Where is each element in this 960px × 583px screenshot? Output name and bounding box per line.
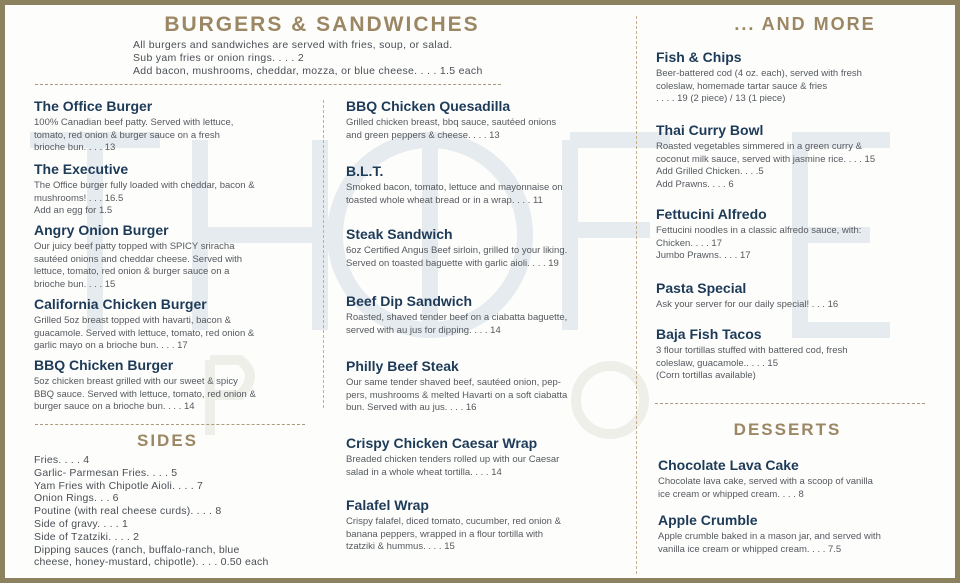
menu-item-name: Apple Crumble [658, 512, 758, 528]
description-line: banana peppers, wrapped in a flour tortilla with [346, 528, 543, 540]
description-line: 100% Canadian beef patty. Served with lettuce, [34, 117, 234, 128]
menu-item-name: The Executive [34, 161, 129, 177]
description-line: mushrooms! . . . 16.5 [34, 192, 124, 204]
menu-item [656, 206, 941, 263]
description-line: Breaded chicken tenders rolled up with our Caesar [346, 454, 560, 465]
menu-item [658, 512, 943, 556]
description-line: guacamole. Served with lettuce, tomato, red onion & [34, 327, 255, 339]
description-line: Served on toasted baguette with garlic aioli. . . . 19 [346, 257, 559, 269]
description-line: tzatziki & hummus. . . . 15 [346, 541, 455, 553]
menu-item-description [34, 180, 319, 218]
menu-item [34, 222, 319, 291]
description-line: Roasted vegetables simmered in a green curry & [656, 141, 862, 152]
menu-item-name: Crispy Chicken Caesar Wrap [346, 435, 538, 451]
description-line: sautéed onions and cheddar cheese. Served with [34, 253, 243, 265]
side-item: Side of gravy. . . . 1 [34, 517, 129, 530]
side-item: Poutine (with real cheese curds). . . . 8 [34, 505, 222, 518]
menu-item [656, 280, 941, 312]
side-item: Garlic- Parmesan Fries. . . . 5 [34, 466, 178, 479]
description-line: Smoked bacon, tomato, lettuce and mayonnaise on [346, 182, 563, 193]
description-line: BBQ sauce. Served with lettuce, tomato, red onion & [34, 388, 256, 400]
menu-item-description [346, 377, 631, 415]
menu-item-description [34, 315, 319, 353]
menu-item [34, 161, 319, 218]
divider [655, 403, 925, 404]
menu-item-name: The Office Burger [34, 98, 153, 114]
description-line: Roasted, shaved tender beef on a ciabatta baguette, [346, 312, 568, 323]
sides-list [34, 454, 269, 569]
description-line: Our juicy beef patty topped with SPICY sriracha [34, 241, 235, 252]
menu-item [346, 435, 631, 479]
description-line: Apple crumble baked in a mason jar, and served with [658, 531, 881, 542]
menu-item [34, 357, 319, 414]
menu-item-description [656, 68, 941, 106]
description-line: pers, mushrooms & melted Havarti on a soft ciabatta [346, 389, 568, 401]
menu-item-name: Beef Dip Sandwich [346, 293, 473, 309]
sides-heading: SIDES [136, 431, 199, 450]
description-line: Jumbo Prawns. . . . 17 [656, 250, 751, 262]
description-line: Add Grilled Chicken. . . .5 [656, 166, 764, 178]
description-line: Add an egg for 1.5 [34, 205, 113, 217]
menu-item-description [656, 345, 941, 383]
description-line: Beer-battered cod (4 oz. each), served with fresh [656, 68, 862, 79]
column-divider [323, 100, 324, 408]
description-line: Chocolate lava cake, served with a scoop of vanilla [658, 476, 873, 487]
description-line: burger sauce on a brioche bun. . . . 14 [34, 401, 195, 413]
description-line: brioche bun. . . . 13 [34, 142, 116, 154]
menu-item-description [658, 476, 943, 501]
menu-item-description [346, 312, 631, 337]
description-line: tomato, red onion & burger sauce on a fresh [34, 129, 220, 141]
menu-item [346, 163, 631, 207]
description-line: toasted whole wheat bread or in a wrap. . . . 11 [346, 194, 543, 206]
menu-item-name: Fish & Chips [656, 49, 742, 65]
menu-item-name: BBQ Chicken Burger [34, 357, 174, 373]
intro-line: Sub yam fries or onion rings. . . . 2 [133, 52, 305, 64]
menu-item-description [656, 141, 941, 191]
description-line: Chicken. . . . 17 [656, 237, 723, 249]
description-line: . . . . 19 (2 piece) / 13 (1 piece) [656, 93, 786, 105]
description-line: coleslaw, homemade tartar sauce & fries [656, 80, 828, 92]
menu-item [346, 226, 631, 270]
description-line: Grilled 5oz breast topped with havarti, bacon & [34, 315, 231, 326]
menu-item-description [34, 241, 319, 291]
menu-item [656, 49, 941, 106]
description-line: 3 flour tortillas stuffed with battered cod, fresh [656, 345, 848, 356]
side-item: Onion Rings. . . 6 [34, 492, 119, 505]
menu-item-name: Fettucini Alfredo [656, 206, 767, 222]
menu-item-description [656, 225, 941, 263]
menu-item [346, 98, 631, 142]
menu-item-description [346, 182, 631, 207]
description-line: (Corn tortillas available) [656, 370, 756, 382]
side-item: Fries. . . . 4 [34, 454, 90, 466]
divider [35, 424, 305, 425]
description-line: Crispy falafel, diced tomato, cucumber, red onion & [346, 516, 561, 527]
description-line: salad in a whole wheat tortilla. . . . 14 [346, 466, 502, 478]
intro-line: Add bacon, mushrooms, cheddar, mozza, or blue cheese. . . . 1.5 each [133, 65, 483, 77]
menu-item-name: Falafel Wrap [346, 497, 429, 513]
burgers-intro [133, 39, 483, 78]
menu-item-name: Angry Onion Burger [34, 222, 169, 238]
menu-item [34, 98, 319, 155]
menu-item-description [34, 376, 319, 414]
description-line: coleslaw, guacamole.. . . . 15 [656, 357, 778, 369]
menu-item-description [346, 117, 631, 142]
description-line: garlic mayo on a brioche bun. . . . 17 [34, 340, 188, 352]
menu-item-name: Thai Curry Bowl [656, 122, 764, 138]
side-item: Yam Fries with Chipotle Aioli. . . . 7 [34, 479, 204, 492]
menu-item-name: BBQ Chicken Quesadilla [346, 98, 511, 114]
side-item: cheese, honey-mustard, chipotle). . . . 0.50 each [34, 556, 269, 569]
description-line: vanilla ice cream or whipped cream. . . . 7.5 [658, 543, 842, 555]
menu-item-description [346, 245, 631, 270]
description-line: coconut milk sauce, served with jasmine rice. . . . 15 [656, 153, 876, 165]
description-line: served with au jus for dipping. . . . 14 [346, 324, 501, 336]
description-line: Ask your server for our daily special! . . . 16 [656, 299, 839, 310]
menu-item [34, 296, 319, 353]
menu-item-description [34, 117, 319, 155]
menu-item [656, 326, 941, 383]
side-item: Dipping sauces (ranch, buffalo-ranch, blue [34, 543, 240, 556]
menu-item [658, 457, 943, 501]
menu-item-description [346, 516, 631, 554]
side-item: Side of Tzatziki. . . . 2 [34, 530, 140, 543]
desserts-heading: DESSERTS [733, 420, 842, 439]
menu-item-description [658, 531, 943, 556]
description-line: Grilled chicken breast, bbq sauce, sautéed onions [346, 117, 557, 128]
and-more-heading: ... AND MORE [734, 14, 876, 34]
description-line: The Office burger fully loaded with cheddar, bacon & [34, 180, 255, 191]
description-line: Add Prawns. . . . 6 [656, 178, 734, 190]
menu-item-name: California Chicken Burger [34, 296, 207, 312]
menu-item-description [656, 299, 941, 312]
menu-item-name: Pasta Special [656, 280, 747, 296]
menu-item-name: Philly Beef Steak [346, 358, 459, 374]
menu-item-name: B.L.T. [346, 163, 384, 179]
description-line: ice cream or whipped cream. . . . 8 [658, 488, 804, 500]
menu-item-name: Steak Sandwich [346, 226, 453, 242]
description-line: 5oz chicken breast grilled with our sweet & spicy [34, 376, 238, 387]
menu-item [346, 358, 631, 415]
description-line: Fettucini noodles in a classic alfredo sauce, with: [656, 225, 862, 236]
description-line: bun. Served with au jus. . . . 16 [346, 402, 477, 414]
menu-item-name: Baja Fish Tacos [656, 326, 762, 342]
description-line: 6oz Certified Angus Beef sirloin, grilled to your liking. [346, 245, 568, 256]
description-line: Our same tender shaved beef, sautéed onion, pep- [346, 377, 561, 388]
description-line: and green peppers & cheese. . . . 13 [346, 129, 500, 141]
divider [35, 84, 501, 85]
intro-line: All burgers and sandwiches are served with fries, soup, or salad. [133, 39, 453, 51]
menu-item [656, 122, 941, 191]
burgers-sandwiches-heading: BURGERS & SANDWICHES [164, 13, 480, 36]
description-line: lettuce, tomato, red onion & burger sauce on a [34, 266, 230, 278]
menu-item [346, 293, 631, 337]
description-line: brioche bun. . . . 15 [34, 278, 116, 290]
menu-item-name: Chocolate Lava Cake [658, 457, 799, 473]
column-divider [636, 16, 637, 574]
menu-item [346, 497, 631, 554]
menu-item-description [346, 454, 631, 479]
